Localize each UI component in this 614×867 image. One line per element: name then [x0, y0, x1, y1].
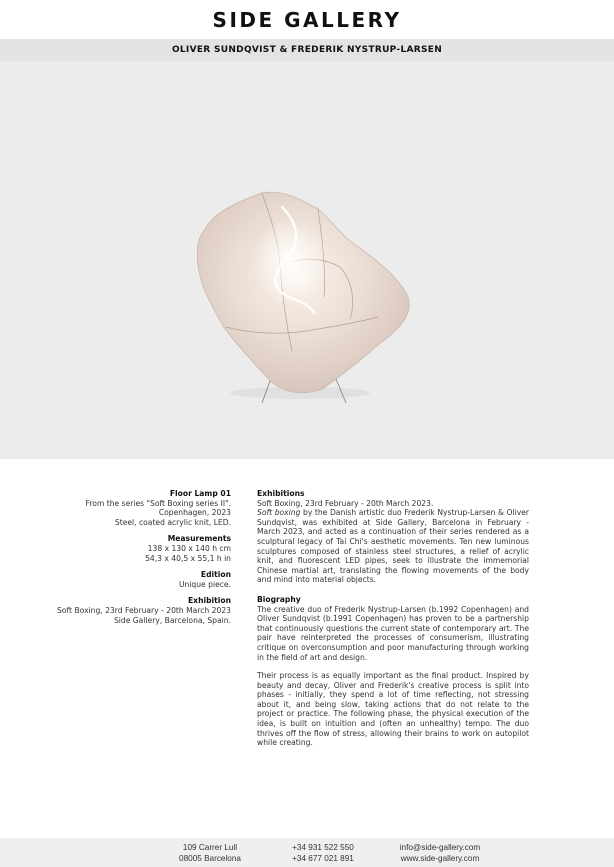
exhibitions-italic-lead: Soft boxing	[257, 508, 301, 518]
edition-group	[40, 570, 231, 589]
measurements-cm: 138 x 130 x 140 h cm	[147, 543, 231, 553]
artwork-title-group	[40, 489, 231, 527]
artwork-place-year: Copenhagen, 2023	[158, 508, 231, 518]
measurements-in: 54,3 x 40,5 x 55,1 h in	[145, 553, 231, 563]
exhibitions-text: by the Danish artistic duo Frederik Nystrup-Larsen & Oliver Sundqvist, was exhibited at Side Gallery, Barcelona in February - March 2023, and acted as a continuation of their series rendered as a sculptural legacy of Tai Chi's aesthetic movements. Ten new luminous sculptures composed of stainless steel structures, a relief of acrylic knit, and fluorescent LED pipes, seek to illustrate the immemorial Chinese martial art, translating the flowing movements of the body and mind into material objects.	[257, 508, 529, 585]
email-link[interactable]: info@side-gallery.com	[399, 843, 481, 852]
lamp-sculpture-image	[0, 61, 614, 459]
footer-phones	[278, 842, 368, 864]
footer-contact	[390, 842, 490, 864]
exhibitions-heading: Exhibitions	[257, 489, 305, 498]
edition-value: Unique piece.	[178, 579, 231, 589]
artists-title: OLIVER SUNDQVIST & FREDERIK NYSTRUP-LARSEN	[171, 45, 443, 55]
exhibition-group	[40, 596, 231, 625]
gallery-logo-title: SIDE GALLERY	[212, 8, 402, 32]
exhibitions-line: Soft Boxing, 23rd February - 20th March 2023.	[257, 498, 434, 508]
exhibition-line-1: Soft Boxing, 23rd February - 20th March 2023	[57, 605, 231, 615]
artwork-series: From the series "Soft Boxing series II".	[85, 498, 231, 508]
text-column	[257, 489, 529, 758]
biography-section	[257, 595, 529, 748]
footer	[0, 838, 614, 867]
address-line-2: 08005 Barcelona	[179, 854, 241, 863]
biography-heading: Biography	[257, 594, 301, 604]
artwork-title: Floor Lamp 01	[169, 489, 231, 498]
address-line-1: 109 Carrer Lull	[182, 843, 238, 852]
phone-1: +34 931 522 550	[292, 843, 354, 852]
measurements-group	[40, 534, 231, 563]
measurements-label: Measurements	[167, 534, 231, 544]
phone-2: +34 677 021 891	[292, 854, 354, 863]
website-link[interactable]: www.side-gallery.com	[400, 854, 480, 863]
exhibition-label: Exhibition	[188, 596, 231, 606]
footer-address	[165, 842, 255, 864]
edition-label: Edition	[200, 570, 231, 580]
exhibitions-section	[257, 489, 529, 585]
biography-paragraph-2: Their process is as equally important as the final product. Inspired by beauty and decay, Oliver and Frederik's creative process is split into phases - initially, they spend a lot of time reflecting, not stressing about it, and being slow, taking actions that do not relate to the project or practice. The following phase, the physical execution of the idea, is built on intuition and (often an unhealthy) tempo. The duo thrives off the flow of stress, allowing their brains to work on autopilot while creating.	[257, 671, 529, 748]
artists-bar	[0, 39, 614, 61]
artwork-details	[40, 489, 231, 632]
exhibition-line-2: Side Gallery, Barcelona, Spain.	[113, 615, 231, 625]
gallery-header	[0, 0, 614, 39]
biography-paragraph-1: The creative duo of Frederik Nystrup-Larsen (b.1992 Copenhagen) and Oliver Sundqvist (b.1991 Copenhagen) has proven to be a partnership that continuously questions the current state of contemporary art. The pair have reinterpreted the processes of consumerism, illustrating critique on overconsumption and poor manufacturing through working in the field of art and design.	[257, 604, 529, 662]
artwork-photo	[0, 61, 614, 459]
artwork-materials: Steel, coated acrylic knit, LED.	[114, 517, 231, 527]
exhibitions-body	[257, 508, 529, 585]
